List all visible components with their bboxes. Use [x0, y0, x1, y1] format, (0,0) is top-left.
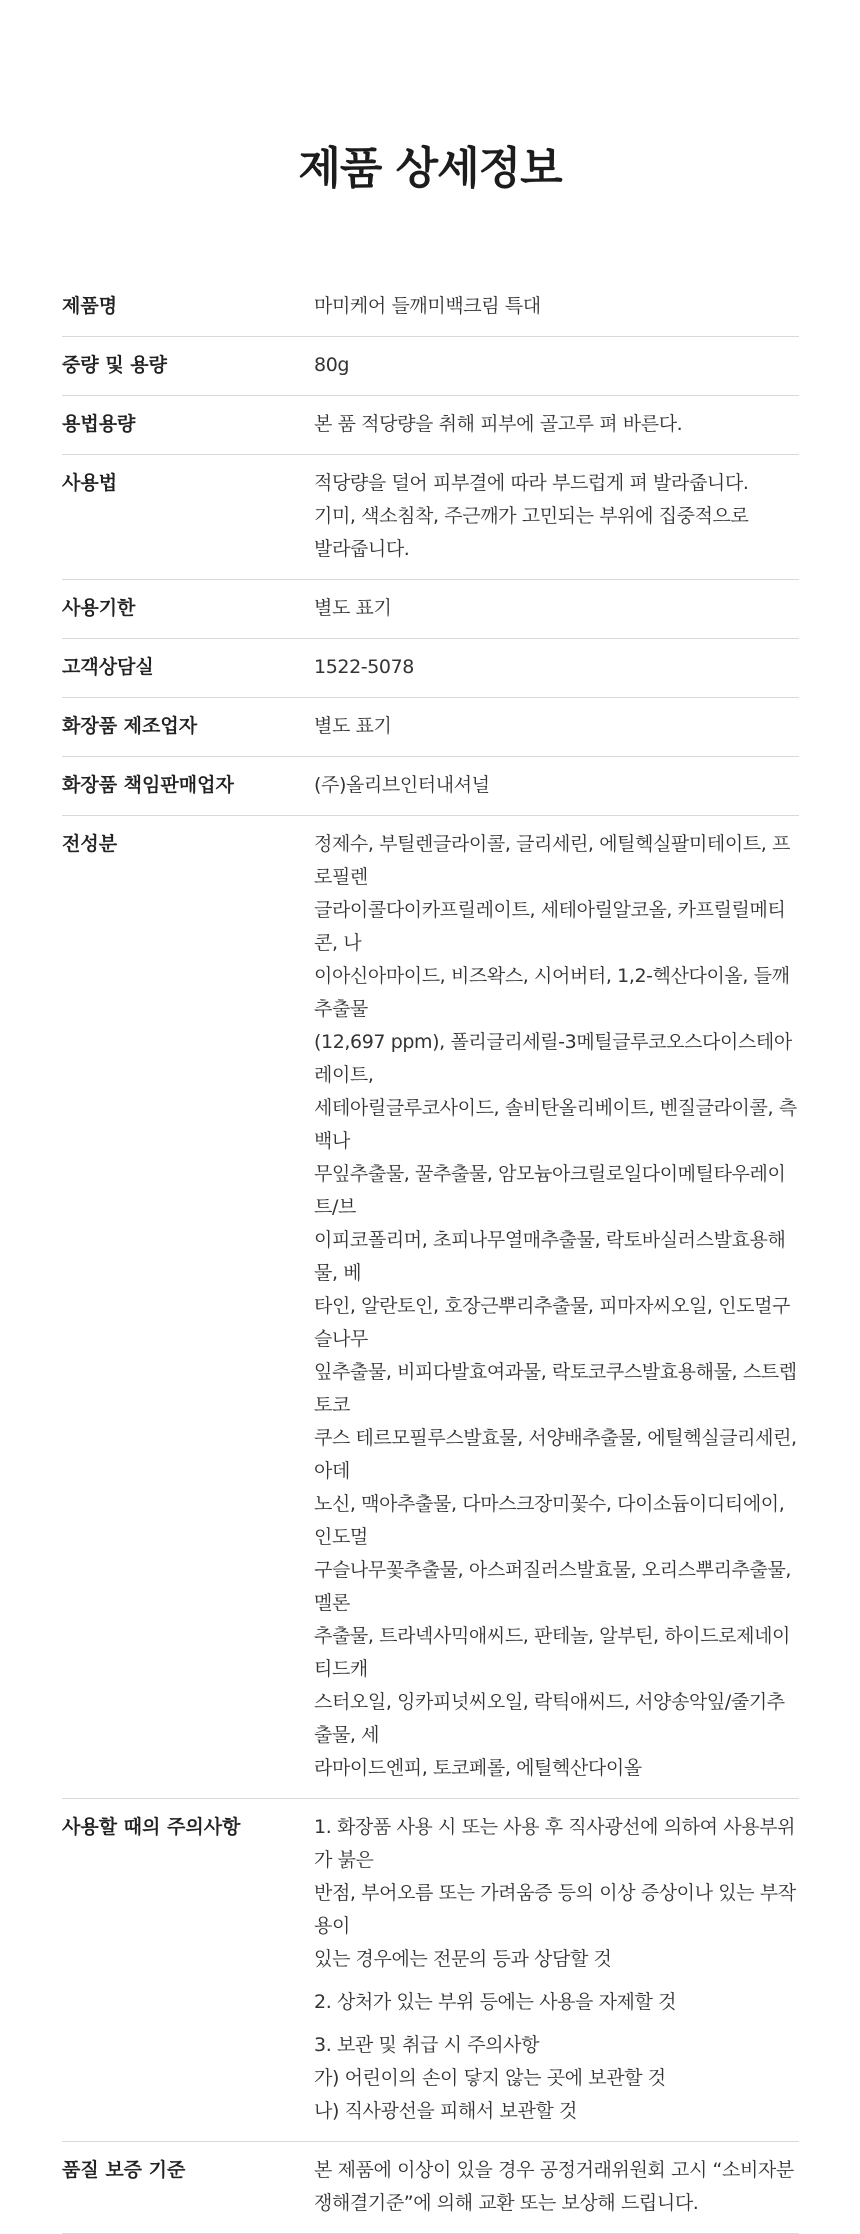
product-info-table — [62, 278, 799, 2234]
info-value — [314, 290, 799, 323]
info-paragraph — [314, 592, 799, 625]
info-value — [314, 2154, 799, 2220]
info-text-line: 1522-5078 — [314, 656, 414, 678]
info-label: 고객상담실 — [62, 656, 154, 678]
info-paragraph — [314, 2154, 799, 2220]
info-text-line: 라마이드엔피, 토코페롤, 에틸헥산다이올 — [314, 1757, 642, 1779]
info-paragraph — [314, 349, 799, 382]
info-text-line: 정제수, 부틸렌글라이콜, 글리세린, 에틸헥실팔미테이트, 프로필렌 — [314, 833, 791, 888]
info-value — [314, 828, 799, 1785]
info-text-line: 세테아릴글루코사이드, 솔비탄올리베이트, 벤질글라이콜, 측백나 — [314, 1097, 797, 1152]
info-paragraph — [314, 710, 799, 743]
page-title: 제품 상세정보 — [298, 143, 562, 194]
info-text-line: 잎추출물, 비피다발효여과물, 락토코쿠스발효용해물, 스트렙토코 — [314, 1361, 797, 1416]
info-paragraph — [314, 828, 799, 1785]
info-row — [62, 455, 799, 580]
info-row — [62, 396, 799, 455]
info-text-line: 별도 표기 — [314, 597, 392, 619]
info-text-line: 추출물, 트라넥사믹애씨드, 판테놀, 알부틴, 하이드로제네이티드캐 — [314, 1625, 791, 1680]
info-text-line: 이피코폴리머, 초피나무열매추출물, 락토바실러스발효용해물, 베 — [314, 1229, 786, 1284]
info-label: 사용기한 — [62, 597, 136, 619]
info-paragraph — [314, 651, 799, 684]
info-value — [314, 349, 799, 382]
info-text-line: 이아신아마이드, 비즈왁스, 시어버터, 1,2-헥산다이올, 들깨추출물 — [314, 965, 790, 1020]
info-text-line: 적당량을 덜어 피부결에 따라 부드럽게 펴 발라줍니다. — [314, 472, 749, 494]
info-text-line: 본 제품에 이상이 있을 경우 공정거래위원회 고시 “소비자분 — [314, 2159, 794, 2181]
info-text-line: 무잎추출물, 꿀추출물, 암모늄아크릴로일다이메틸타우레이트/브 — [314, 1163, 786, 1218]
info-row — [62, 1799, 799, 2142]
info-label: 전성분 — [62, 833, 118, 855]
info-value — [314, 592, 799, 625]
info-paragraph — [314, 408, 799, 441]
info-label: 사용법 — [62, 472, 118, 494]
info-text-line: 가) 어린이의 손이 닿지 않는 곳에 보관할 것 — [314, 2067, 666, 2089]
info-paragraph — [314, 2029, 799, 2128]
info-label: 화장품 책임판매업자 — [62, 774, 234, 796]
info-row — [62, 757, 799, 816]
info-text-line: (12,697 ppm), 폴리글리세릴-3메틸글루코오스다이스테아레이트, — [314, 1031, 792, 1086]
info-label: 중량 및 용량 — [62, 354, 167, 376]
info-paragraph — [314, 290, 799, 323]
info-row — [62, 278, 799, 337]
info-text-line: 기미, 색소침착, 주근깨가 고민되는 부위에 집중적으로 — [314, 505, 749, 527]
info-text-line: 1. 화장품 사용 시 또는 사용 후 직사광선에 의하여 사용부위가 붉은 — [314, 1816, 796, 1871]
info-text-line: 80g — [314, 354, 350, 376]
info-value — [314, 769, 799, 802]
info-text-line: 노신, 맥아추출물, 다마스크장미꽃수, 다이소듐이디티에이, 인도멀 — [314, 1493, 785, 1548]
info-text-line: 글라이콜다이카프릴레이트, 세테아릴알코올, 카프릴릴메티콘, 나 — [314, 899, 786, 954]
info-label: 화장품 제조업자 — [62, 715, 198, 737]
info-row — [62, 639, 799, 698]
info-value — [314, 408, 799, 441]
info-text-line: 스터오일, 잉카피넛씨오일, 락틱애씨드, 서양송악잎/줄기추출물, 세 — [314, 1691, 785, 1746]
info-text-line: 타인, 알란토인, 호장근뿌리추출물, 피마자씨오일, 인도멀구슬나무 — [314, 1295, 791, 1350]
info-value — [314, 1811, 799, 2128]
info-paragraph — [314, 467, 799, 566]
info-paragraph — [314, 1986, 799, 2019]
info-text-line: 본 품 적당량을 취해 피부에 골고루 펴 바른다. — [314, 413, 683, 435]
info-label: 품질 보증 기준 — [62, 2159, 186, 2181]
info-text-line: 나) 직사광선을 피해서 보관할 것 — [314, 2100, 577, 2122]
info-value — [314, 467, 799, 566]
info-text-line: 반점, 부어오름 또는 가려움증 등의 이상 증상이나 있는 부작용이 — [314, 1882, 796, 1937]
info-value — [314, 651, 799, 684]
info-text-line: 별도 표기 — [314, 715, 392, 737]
info-label: 사용할 때의 주의사항 — [62, 1816, 241, 1838]
info-paragraph — [314, 769, 799, 802]
info-text-line: 3. 보관 및 취급 시 주의사항 — [314, 2034, 540, 2056]
info-row — [62, 816, 799, 1799]
info-text-line: 마미케어 들깨미백크림 특대 — [314, 295, 541, 317]
info-text-line: 발라줍니다. — [314, 538, 410, 560]
info-paragraph — [314, 1811, 799, 1976]
info-text-line: 쟁해결기준”에 의해 교환 또는 보상해 드립니다. — [314, 2192, 699, 2214]
info-text-line: (주)올리브인터내셔널 — [314, 774, 490, 796]
info-row — [62, 2142, 799, 2234]
info-row — [62, 698, 799, 757]
info-label: 용법용량 — [62, 413, 136, 435]
info-text-line: 2. 상처가 있는 부위 등에는 사용을 자제할 것 — [314, 1991, 677, 2013]
info-label: 제품명 — [62, 295, 118, 317]
info-row — [62, 580, 799, 639]
info-text-line: 쿠스 테르모필루스발효물, 서양배추출물, 에틸헥실글리세린, 아데 — [314, 1427, 797, 1482]
info-text-line: 있는 경우에는 전문의 등과 상담할 것 — [314, 1948, 612, 1970]
info-row — [62, 337, 799, 396]
info-text-line: 구슬나무꽃추출물, 아스퍼질러스발효물, 오리스뿌리추출물, 멜론 — [314, 1559, 792, 1614]
info-value — [314, 710, 799, 743]
